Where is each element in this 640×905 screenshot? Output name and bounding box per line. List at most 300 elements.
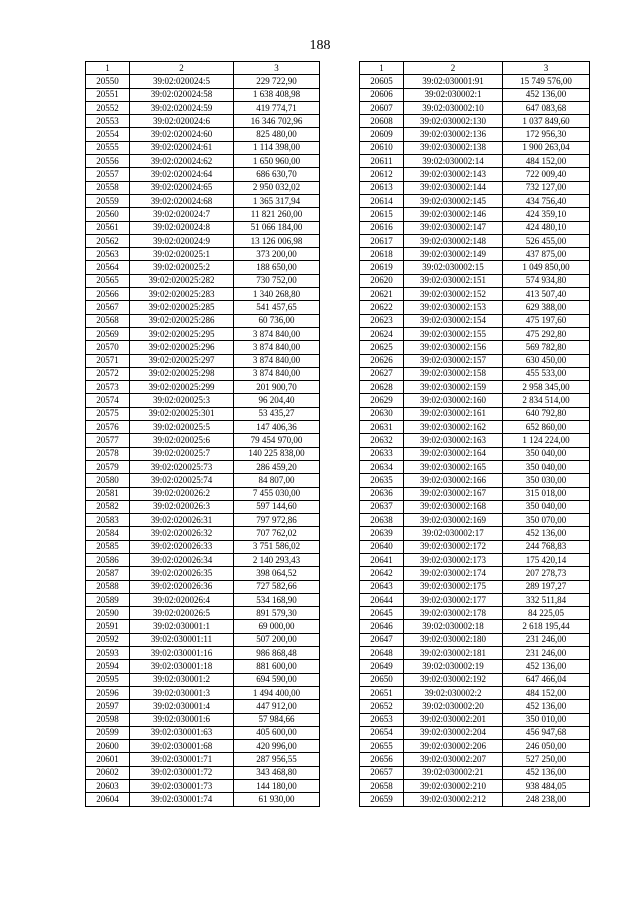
cadastral-number: 39:02:030002:212 [404,793,503,806]
cadastral-value: 2 140 293,43 [234,553,320,566]
table-row [86,514,320,527]
table-row [86,128,320,141]
table-row [360,766,590,779]
cadastral-number: 39:02:020025:74 [130,474,234,487]
cadastral-value: 452 136,00 [503,700,590,713]
cadastral-number: 39:02:030002:177 [404,593,503,606]
cadastral-number: 39:02:030002:148 [404,234,503,247]
row-number: 20657 [360,766,404,779]
cadastral-value: 53 435,27 [234,407,320,420]
cadastral-value: 3 874 840,00 [234,367,320,380]
cadastral-number: 39:02:030002:151 [404,274,503,287]
row-number: 20650 [360,673,404,686]
row-number: 20599 [86,726,130,739]
cadastral-value: 452 136,00 [503,527,590,540]
cadastral-value: 172 956,30 [503,128,590,141]
row-number: 20575 [86,407,130,420]
row-number: 20590 [86,607,130,620]
table-row [86,194,320,207]
cadastral-number: 39:02:020026:5 [130,607,234,620]
cadastral-value: 452 136,00 [503,660,590,673]
table-row [86,700,320,713]
column-header-1: 1 [86,62,130,75]
row-number: 20642 [360,567,404,580]
cadastral-number: 39:02:020024:8 [130,221,234,234]
row-number: 20579 [86,460,130,473]
cadastral-number: 39:02:020026:3 [130,500,234,513]
cadastral-value: 1 900 263,04 [503,141,590,154]
cadastral-number: 39:02:030001:11 [130,633,234,646]
row-number: 20635 [360,474,404,487]
cadastral-number: 39:02:030001:18 [130,660,234,673]
row-number: 20565 [86,274,130,287]
row-number: 20558 [86,181,130,194]
table-row [360,168,590,181]
cadastral-number: 39:02:020025:297 [130,354,234,367]
row-number: 20562 [86,234,130,247]
table-row [360,88,590,101]
row-number: 20606 [360,88,404,101]
table-row [360,527,590,540]
row-number: 20610 [360,141,404,154]
cadastral-number: 39:02:030001:3 [130,686,234,699]
row-number: 20643 [360,580,404,593]
cadastral-number: 39:02:030002:180 [404,633,503,646]
cadastral-value: 534 168,90 [234,593,320,606]
row-number: 20569 [86,327,130,340]
cadastral-value: 507 200,00 [234,633,320,646]
cadastral-number: 39:02:020025:298 [130,367,234,380]
table-row [86,88,320,101]
table-row [86,407,320,420]
table-row [360,301,590,314]
row-number: 20641 [360,553,404,566]
cadastral-value: 694 590,00 [234,673,320,686]
cadastral-number: 39:02:020024:68 [130,194,234,207]
cadastral-number: 39:02:020025:285 [130,301,234,314]
table-row [86,75,320,88]
cadastral-value: 424 480,10 [503,221,590,234]
cadastral-number: 39:02:030002:15 [404,261,503,274]
row-number: 20591 [86,620,130,633]
cadastral-number: 39:02:020026:35 [130,567,234,580]
row-number: 20634 [360,460,404,473]
cadastral-number: 39:02:020024:58 [130,88,234,101]
cadastral-number: 39:02:030002:152 [404,288,503,301]
cadastral-number: 39:02:030002:174 [404,567,503,580]
row-number: 20578 [86,447,130,460]
table-row [360,248,590,261]
table-row [360,115,590,128]
cadastral-value: 140 225 838,00 [234,447,320,460]
table-row [360,101,590,114]
table-row [86,726,320,739]
cadastral-value: 398 064,52 [234,567,320,580]
cadastral-number: 39:02:020025:2 [130,261,234,274]
cadastral-number: 39:02:030002:164 [404,447,503,460]
cadastral-value: 11 821 260,00 [234,208,320,221]
row-number: 20628 [360,381,404,394]
row-number: 20556 [86,155,130,168]
cadastral-value: 437 875,00 [503,248,590,261]
row-number: 20613 [360,181,404,194]
cadastral-value: 1 638 408,98 [234,88,320,101]
table-row [86,527,320,540]
row-number: 20631 [360,421,404,434]
table-row [360,567,590,580]
cadastral-value: 60 736,00 [234,314,320,327]
row-number: 20653 [360,713,404,726]
table-row [360,341,590,354]
row-number: 20639 [360,527,404,540]
cadastral-number: 39:02:030002:169 [404,514,503,527]
row-number: 20621 [360,288,404,301]
cadastral-value: 2 618 195,44 [503,620,590,633]
cadastral-number: 39:02:020025:5 [130,421,234,434]
table-row [86,673,320,686]
cadastral-number: 39:02:030002:207 [404,753,503,766]
row-number: 20570 [86,341,130,354]
table-row [86,168,320,181]
table-row [360,793,590,806]
table-row [86,327,320,340]
cadastral-value: 569 782,80 [503,341,590,354]
cadastral-value: 350 040,00 [503,460,590,473]
cadastral-value: 350 010,00 [503,713,590,726]
table-row [86,421,320,434]
cadastral-value: 405 600,00 [234,726,320,739]
row-number: 20633 [360,447,404,460]
row-number: 20658 [360,780,404,793]
cadastral-value: 79 454 970,00 [234,434,320,447]
cadastral-value: 484 152,00 [503,155,590,168]
cadastral-number: 39:02:030001:16 [130,647,234,660]
table-row [360,394,590,407]
table-row [86,434,320,447]
table-row [86,261,320,274]
cadastral-number: 39:02:030002:172 [404,540,503,553]
cadastral-value: 727 582,66 [234,580,320,593]
table-row [360,421,590,434]
cadastral-value: 1 049 850,00 [503,261,590,274]
cadastral-number: 39:02:020025:299 [130,381,234,394]
cadastral-number: 39:02:020024:6 [130,115,234,128]
cadastral-value: 797 972,86 [234,514,320,527]
row-number: 20654 [360,726,404,739]
cadastral-value: 315 018,00 [503,487,590,500]
cadastral-value: 343 468,80 [234,766,320,779]
table-row [86,460,320,473]
column-header-2: 2 [130,62,234,75]
row-number: 20572 [86,367,130,380]
table-row [360,514,590,527]
row-number: 20577 [86,434,130,447]
row-number: 20622 [360,301,404,314]
table-row [86,780,320,793]
cadastral-number: 39:02:030001:68 [130,740,234,753]
cadastral-number: 39:02:030002:178 [404,607,503,620]
row-number: 20554 [86,128,130,141]
cadastral-number: 39:02:030002:1 [404,88,503,101]
cadastral-number: 39:02:030002:159 [404,381,503,394]
row-number: 20655 [360,740,404,753]
table-row [86,766,320,779]
row-number: 20608 [360,115,404,128]
table-row [360,500,590,513]
cadastral-number: 39:02:030002:19 [404,660,503,673]
cadastral-value: 732 127,00 [503,181,590,194]
table-row [360,660,590,673]
row-number: 20625 [360,341,404,354]
cadastral-value: 15 749 576,00 [503,75,590,88]
table-row [360,647,590,660]
cadastral-value: 13 126 006,98 [234,234,320,247]
table-row [86,487,320,500]
row-number: 20555 [86,141,130,154]
cadastral-number: 39:02:030002:157 [404,354,503,367]
cadastral-value: 246 050,00 [503,740,590,753]
row-number: 20598 [86,713,130,726]
cadastral-value: 1 365 317,94 [234,194,320,207]
row-number: 20611 [360,155,404,168]
table-row [86,341,320,354]
cadastral-value: 434 756,40 [503,194,590,207]
table-row [360,620,590,633]
cadastral-number: 39:02:020025:295 [130,327,234,340]
row-number: 20576 [86,421,130,434]
table-row [86,221,320,234]
page-number: 188 [309,38,331,53]
cadastral-value: 891 579,30 [234,607,320,620]
table-row [360,474,590,487]
table-row [86,208,320,221]
cadastral-number: 39:02:020026:32 [130,527,234,540]
table-row [86,234,320,247]
table-row [360,460,590,473]
table-row [86,686,320,699]
row-number: 20567 [86,301,130,314]
cadastral-number: 39:02:030002:143 [404,168,503,181]
cadastral-value: 96 204,40 [234,394,320,407]
cadastral-value: 722 009,40 [503,168,590,181]
table-row [86,647,320,660]
row-number: 20609 [360,128,404,141]
table-row [86,553,320,566]
cadastral-number: 39:02:030002:153 [404,301,503,314]
cadastral-value: 7 455 030,00 [234,487,320,500]
left-data-table [85,61,320,807]
table-row [86,540,320,553]
cadastral-number: 39:02:030002:201 [404,713,503,726]
cadastral-number: 39:02:020026:33 [130,540,234,553]
cadastral-number: 39:02:030002:146 [404,208,503,221]
cadastral-number: 39:02:020026:4 [130,593,234,606]
cadastral-value: 447 912,00 [234,700,320,713]
cadastral-value: 475 197,60 [503,314,590,327]
cadastral-number: 39:02:020025:301 [130,407,234,420]
table-row [360,487,590,500]
row-number: 20652 [360,700,404,713]
cadastral-number: 39:02:020024:9 [130,234,234,247]
cadastral-number: 39:02:030002:18 [404,620,503,633]
column-header-3: 3 [503,62,590,75]
table-row [86,367,320,380]
column-header-3: 3 [234,62,320,75]
cadastral-value: 244 768,83 [503,540,590,553]
table-row [86,793,320,806]
cadastral-number: 39:02:030002:181 [404,647,503,660]
cadastral-value: 147 406,36 [234,421,320,434]
row-number: 20602 [86,766,130,779]
row-number: 20617 [360,234,404,247]
right-table-body [360,75,590,806]
cadastral-number: 39:02:030002:130 [404,115,503,128]
cadastral-number: 39:02:020025:73 [130,460,234,473]
table-row [360,713,590,726]
cadastral-value: 527 250,00 [503,753,590,766]
row-number: 20593 [86,647,130,660]
table-row [360,181,590,194]
table-row [360,686,590,699]
table-row [360,540,590,553]
cadastral-number: 39:02:030002:136 [404,128,503,141]
cadastral-number: 39:02:020024:61 [130,141,234,154]
cadastral-number: 39:02:020025:1 [130,248,234,261]
table-row [86,660,320,673]
row-number: 20568 [86,314,130,327]
cadastral-number: 39:02:020025:282 [130,274,234,287]
cadastral-number: 39:02:030002:175 [404,580,503,593]
cadastral-number: 39:02:030002:167 [404,487,503,500]
cadastral-value: 455 533,00 [503,367,590,380]
row-number: 20571 [86,354,130,367]
row-number: 20607 [360,101,404,114]
row-number: 20623 [360,314,404,327]
cadastral-value: 640 792,80 [503,407,590,420]
cadastral-value: 452 136,00 [503,766,590,779]
cadastral-value: 881 600,00 [234,660,320,673]
table-row [360,673,590,686]
cadastral-value: 541 457,65 [234,301,320,314]
header-row [86,62,320,75]
cadastral-number: 39:02:030002:2 [404,686,503,699]
cadastral-value: 647 466,04 [503,673,590,686]
cadastral-number: 39:02:020025:286 [130,314,234,327]
table-row [360,155,590,168]
table-row [360,407,590,420]
table-row [360,314,590,327]
cadastral-value: 420 996,00 [234,740,320,753]
cadastral-value: 938 484,05 [503,780,590,793]
cadastral-number: 39:02:020025:6 [130,434,234,447]
cadastral-number: 39:02:020025:3 [130,394,234,407]
table-row [86,607,320,620]
row-number: 20585 [86,540,130,553]
row-number: 20601 [86,753,130,766]
cadastral-value: 16 346 702,96 [234,115,320,128]
row-number: 20605 [360,75,404,88]
cadastral-number: 39:02:020025:283 [130,288,234,301]
row-number: 20612 [360,168,404,181]
cadastral-number: 39:02:030002:160 [404,394,503,407]
table-row [360,274,590,287]
cadastral-value: 350 040,00 [503,500,590,513]
cadastral-value: 175 420,14 [503,553,590,566]
cadastral-value: 231 246,00 [503,633,590,646]
cadastral-value: 350 070,00 [503,514,590,527]
row-number: 20581 [86,487,130,500]
cadastral-value: 652 860,00 [503,421,590,434]
cadastral-value: 373 200,00 [234,248,320,261]
cadastral-value: 332 511,84 [503,593,590,606]
cadastral-number: 39:02:030001:72 [130,766,234,779]
table-row [86,314,320,327]
table-row [360,580,590,593]
cadastral-value: 207 278,73 [503,567,590,580]
table-row [360,633,590,646]
row-number: 20574 [86,394,130,407]
table-row [86,500,320,513]
cadastral-number: 39:02:030002:138 [404,141,503,154]
table-row [86,753,320,766]
cadastral-value: 144 180,00 [234,780,320,793]
row-number: 20566 [86,288,130,301]
table-row [86,593,320,606]
table-row [360,75,590,88]
row-number: 20629 [360,394,404,407]
cadastral-number: 39:02:030002:145 [404,194,503,207]
row-number: 20646 [360,620,404,633]
row-number: 20626 [360,354,404,367]
table-row [360,128,590,141]
table-row [360,700,590,713]
cadastral-value: 629 388,00 [503,301,590,314]
table-row [360,327,590,340]
row-number: 20550 [86,75,130,88]
row-number: 20557 [86,168,130,181]
row-number: 20614 [360,194,404,207]
table-row [360,753,590,766]
table-row [86,115,320,128]
cadastral-number: 39:02:020026:2 [130,487,234,500]
table-row [86,288,320,301]
table-row [86,248,320,261]
cadastral-number: 39:02:020025:296 [130,341,234,354]
table-row [360,593,590,606]
row-number: 20592 [86,633,130,646]
cadastral-value: 231 246,00 [503,647,590,660]
row-number: 20627 [360,367,404,380]
cadastral-value: 1 037 849,60 [503,115,590,128]
row-number: 20597 [86,700,130,713]
row-number: 20649 [360,660,404,673]
cadastral-number: 39:02:030001:71 [130,753,234,766]
row-number: 20648 [360,647,404,660]
cadastral-number: 39:02:030002:17 [404,527,503,540]
cadastral-number: 39:02:020024:5 [130,75,234,88]
table-row [86,394,320,407]
cadastral-number: 39:02:020026:36 [130,580,234,593]
cadastral-value: 57 984,66 [234,713,320,726]
table-row [86,580,320,593]
table-row [360,234,590,247]
cadastral-value: 84 807,00 [234,474,320,487]
table-row [86,447,320,460]
cadastral-number: 39:02:030002:206 [404,740,503,753]
cadastral-value: 630 450,00 [503,354,590,367]
cadastral-number: 39:02:030001:74 [130,793,234,806]
cadastral-value: 707 762,02 [234,527,320,540]
